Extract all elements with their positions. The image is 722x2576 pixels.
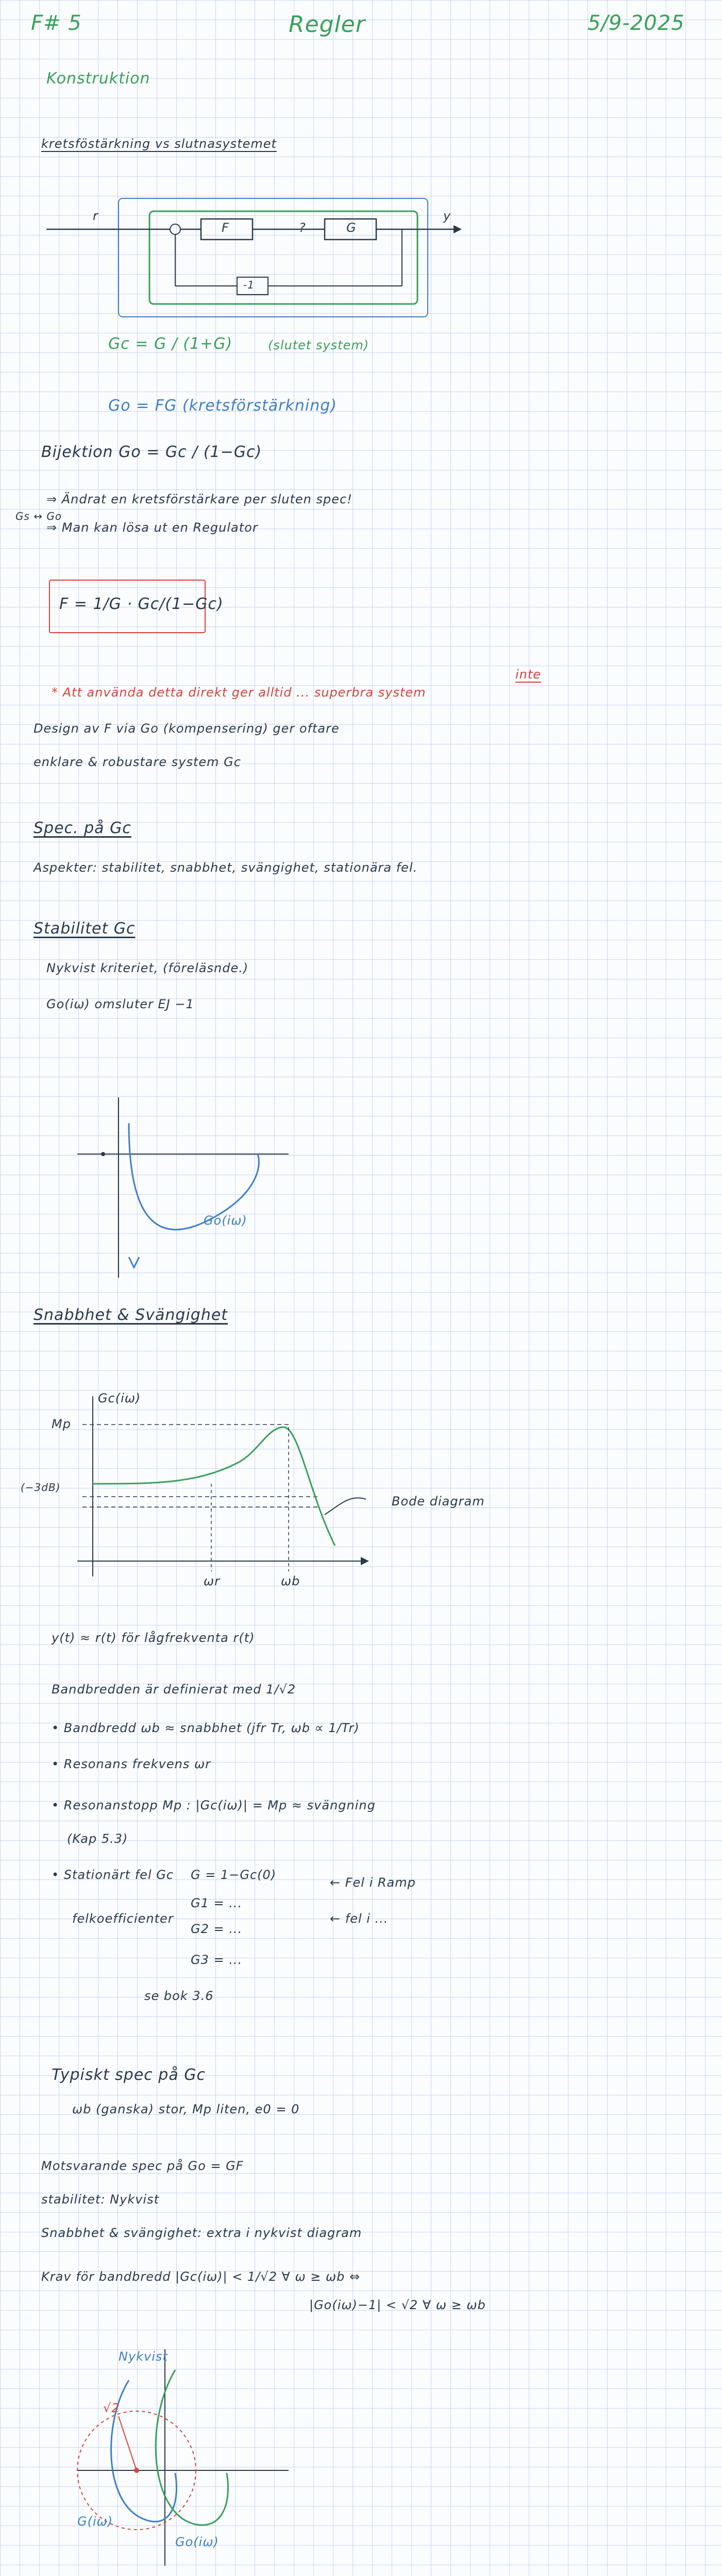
block-q-label: ?	[299, 221, 306, 235]
fel-note-ramp: ← Fel i Ramp	[330, 1875, 416, 1890]
red-note-emphasis: inte	[515, 667, 542, 682]
bandbredd-def: Bandbredden är definierat med 1/√2	[52, 1682, 296, 1697]
bode-db: (−3dB)	[21, 1481, 61, 1494]
nyquist-go-label-2: Go(iω)	[175, 2535, 219, 2549]
heading-typiskt: Typiskt spec på Gc	[52, 2066, 206, 2084]
gc-definition: Gc = G / (1+G)	[108, 335, 233, 353]
bode-mp: Mp	[52, 1417, 71, 1431]
red-note: * Att använda detta direkt ger alltid ... superbra system	[52, 685, 426, 700]
felkoefficienter: felkoefficienter	[72, 1911, 174, 1926]
bullet-resonanstopp: • Resonanstopp Mp : |Gc(iω)| = Mp ≈ svängning	[52, 1798, 376, 1812]
kretsforstarkning-line: ⇒ Ändrat en kretsförstärkare per sluten spec!	[46, 492, 352, 506]
bullet-kap: (Kap 5.3)	[67, 1832, 128, 1846]
bullet-resonans: • Resonans frekvens ωr	[52, 1757, 211, 1771]
g-list-1: G1 = ...	[191, 1896, 243, 1910]
heading-stabilitet: Stabilitet Gc	[33, 920, 136, 938]
heading-konstruktion: Konstruktion	[46, 70, 150, 88]
nyquist-sqrt2: √2	[103, 2401, 120, 2415]
bode-gc-axis: Gc(iω)	[98, 1391, 141, 1405]
heading-snabbhet: Snabbhet & Svängighet	[33, 1306, 228, 1324]
block-f-label: F	[222, 221, 229, 235]
se-bok-36: se bok 3.6	[144, 1989, 214, 2003]
bode-label: Bode diagram	[392, 1494, 485, 1509]
design-line-1: Design av F via Go (kompensering) ger oftare	[33, 721, 340, 736]
motsvarande-spec: Motsvarande spec på Go = GF	[41, 2159, 244, 2173]
spec-aspects: Aspekter: stabilitet, snabbhet, svängighet, stationära fel.	[33, 860, 418, 875]
subtitle-kretsforstarkning: kretsföstärkning vs slutnasystemet	[41, 137, 277, 151]
page-date: 5/9-2025	[587, 11, 685, 35]
nyquist-gc-label: G(iω)	[77, 2514, 113, 2529]
page-title: Regler	[289, 11, 365, 38]
stab-line-1: Nykvist kriteriet, (föreläsnde.)	[46, 961, 249, 975]
krav-bandbredd-2: |Go(iω)−1| < √2 ∀ ω ≥ ωb	[309, 2298, 486, 2312]
nyquist-label: Nykvist	[119, 2349, 168, 2364]
stabilitet-nykvist: stabilitet: Nykvist	[41, 2192, 159, 2207]
g-list-0: G = 1−Gc(0)	[191, 1868, 277, 1882]
gs-go-side: Gs ↔ Go	[15, 510, 62, 522]
block-y-label: y	[443, 209, 451, 223]
bode-wb: ωb	[281, 1574, 300, 1588]
typiskt-line: ωb (ganska) stor, Mp liten, e0 = 0	[72, 2102, 300, 2116]
regulator-line: ⇒ Man kan lösa ut en Regulator	[46, 520, 258, 535]
g-list-3: G3 = ...	[191, 1953, 243, 1967]
fel-note-2: ← fel i ...	[330, 1911, 389, 1926]
bullet-bandbredd: • Bandbredd ωb ≈ snabbhet (jfr Tr, ωb ∝ 1/Tr)	[52, 1721, 360, 1735]
page-number: F# 5	[31, 11, 82, 35]
go-definition: Go = FG (kretsförstärkning)	[108, 397, 337, 415]
gc-note: (slutet system)	[268, 338, 370, 352]
g-list-2: G2 = ...	[191, 1922, 243, 1936]
bode-wr: ωr	[204, 1574, 220, 1588]
krav-bandbredd: Krav för bandbredd |Gc(iω)| < 1/√2 ∀ ω ≥ ωb ⇔	[41, 2269, 361, 2284]
bullet-stationart: • Stationärt fel Gc	[52, 1868, 174, 1882]
block-g-label: G	[346, 221, 357, 235]
nyquist-go-label: Go(iω)	[204, 1213, 247, 1228]
bijektion-eq: Bijektion Go = Gc / (1−Gc)	[41, 443, 262, 461]
block-r-label: r	[93, 209, 98, 223]
design-line-2: enklare & robustare system Gc	[33, 755, 241, 769]
snabbhet-extra: Snabbhet & svängighet: extra i nykvist diagram	[41, 2226, 362, 2240]
block-minus-label: -1	[243, 279, 255, 291]
heading-spec: Spec. på Gc	[33, 819, 131, 837]
formula-f: F = 1/G · Gc/(1−Gc)	[59, 595, 224, 613]
y-approx-r: y(t) ≈ r(t) för lågfrekventa r(t)	[52, 1631, 255, 1645]
stab-line-2: Go(iω) omsluter EJ −1	[46, 997, 194, 1011]
